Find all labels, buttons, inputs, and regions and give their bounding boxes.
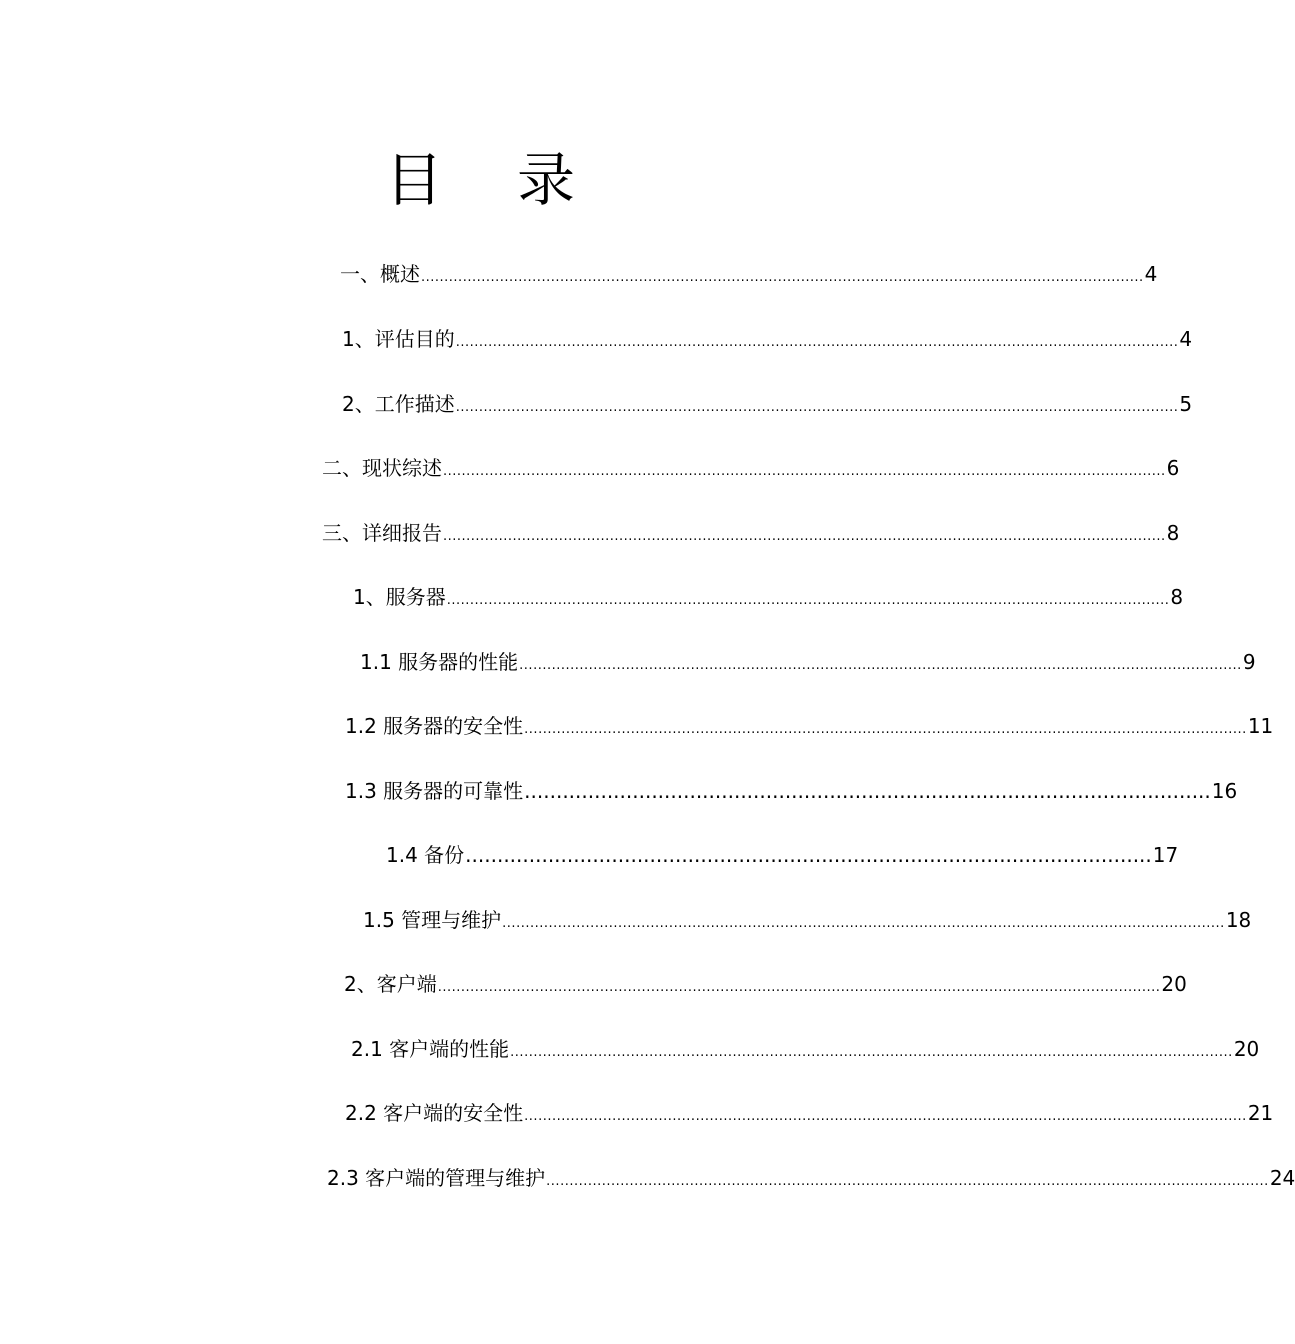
toc-leader: ............................................................................................................................................................ bbox=[519, 658, 1242, 673]
toc-entry-detailed-report[interactable] bbox=[322, 519, 1180, 547]
toc-leader: ............................................................................................................................................................ bbox=[502, 916, 1225, 931]
toc-leader: ............................................................................................................................................................ bbox=[443, 529, 1166, 544]
toc-leader: ............................................................................................................................................................ bbox=[443, 464, 1166, 479]
toc-leader: ............................................................................................................................................................ bbox=[510, 1045, 1233, 1060]
toc-page-number: 18 bbox=[1225, 908, 1252, 932]
toc-label: 2、客户端 bbox=[344, 972, 437, 996]
toc-leader: ............................................................................................................................................................ bbox=[455, 335, 1179, 350]
title-char-1: 目 bbox=[385, 146, 444, 214]
toc-leader: ............................................................................................................................................................ bbox=[524, 722, 1247, 737]
toc-label: 1.4 备份 bbox=[386, 843, 465, 867]
toc-page-number: 4 bbox=[1179, 327, 1193, 351]
toc-entry-server-performance[interactable] bbox=[360, 648, 1256, 676]
toc-label: 1.2 服务器的安全性 bbox=[345, 714, 524, 738]
toc-entry-server[interactable] bbox=[353, 583, 1184, 611]
toc-label: 2.2 客户端的安全性 bbox=[345, 1101, 524, 1125]
toc-page-number: 21 bbox=[1247, 1101, 1274, 1125]
toc-entry-work-description[interactable] bbox=[342, 390, 1193, 418]
toc-label: 2.3 客户端的管理与维护 bbox=[327, 1166, 546, 1190]
toc-label: 2.1 客户端的性能 bbox=[351, 1037, 510, 1061]
toc-entry-client[interactable] bbox=[344, 970, 1187, 998]
toc-leader: ............................................................................................................................................................ bbox=[421, 270, 1144, 285]
toc-label: 1.3 服务器的可靠性 bbox=[345, 779, 524, 803]
toc-label: 一、概述 bbox=[340, 262, 420, 286]
toc-entry-client-performance[interactable] bbox=[351, 1035, 1260, 1063]
title-char-2: 录 bbox=[516, 146, 575, 214]
toc-leader: ............................................................................................................................................................ bbox=[524, 1109, 1247, 1124]
toc-label: 1.1 服务器的性能 bbox=[360, 650, 519, 674]
toc-leader: ............................................................................................................................................................ bbox=[437, 980, 1161, 995]
toc-label: 1.5 管理与维护 bbox=[363, 908, 502, 932]
toc-leader: ............................................................................................................................................................ bbox=[546, 1174, 1269, 1189]
page-title bbox=[385, 140, 575, 220]
toc-page-number: 8 bbox=[1166, 521, 1180, 545]
toc-entry-backup[interactable] bbox=[386, 841, 1179, 869]
toc-page-number: 4 bbox=[1144, 262, 1158, 286]
toc-page-number: 11 bbox=[1247, 714, 1274, 738]
toc-entry-client-management-maintenance[interactable] bbox=[327, 1164, 1295, 1192]
toc-page-number: 5 bbox=[1179, 392, 1193, 416]
toc-leader: ............................................................................................................................................................ bbox=[455, 400, 1179, 415]
toc-entry-client-security[interactable] bbox=[345, 1099, 1274, 1127]
toc-leader: ............................................................................................................ bbox=[524, 779, 1211, 803]
toc-label: 1、评估目的 bbox=[342, 327, 455, 351]
toc-leader: ............................................................................................................ bbox=[465, 843, 1152, 867]
toc-entry-management-maintenance[interactable] bbox=[363, 906, 1252, 934]
toc-entry-assessment-purpose[interactable] bbox=[342, 325, 1193, 353]
toc-leader: ............................................................................................................................................................ bbox=[446, 593, 1170, 608]
toc-page-number: 6 bbox=[1166, 456, 1180, 480]
toc-label: 1、服务器 bbox=[353, 585, 446, 609]
toc-page-number: 8 bbox=[1170, 585, 1184, 609]
toc-entry-status-summary[interactable] bbox=[322, 454, 1180, 482]
toc-page-number: 9 bbox=[1242, 650, 1256, 674]
toc-page-number: 20 bbox=[1233, 1037, 1260, 1061]
toc-page-number: 24 bbox=[1269, 1166, 1295, 1190]
toc-page-number: 16 bbox=[1211, 779, 1238, 803]
toc-entry-overview[interactable] bbox=[340, 260, 1158, 288]
toc-page-number: 20 bbox=[1161, 972, 1187, 996]
toc-label: 三、详细报告 bbox=[322, 521, 442, 545]
toc-label: 二、现状综述 bbox=[322, 456, 442, 480]
toc-entry-server-security[interactable] bbox=[345, 712, 1274, 740]
toc-page-number: 17 bbox=[1152, 843, 1179, 867]
toc-label: 2、工作描述 bbox=[342, 392, 455, 416]
toc-entry-server-reliability[interactable] bbox=[345, 777, 1238, 805]
